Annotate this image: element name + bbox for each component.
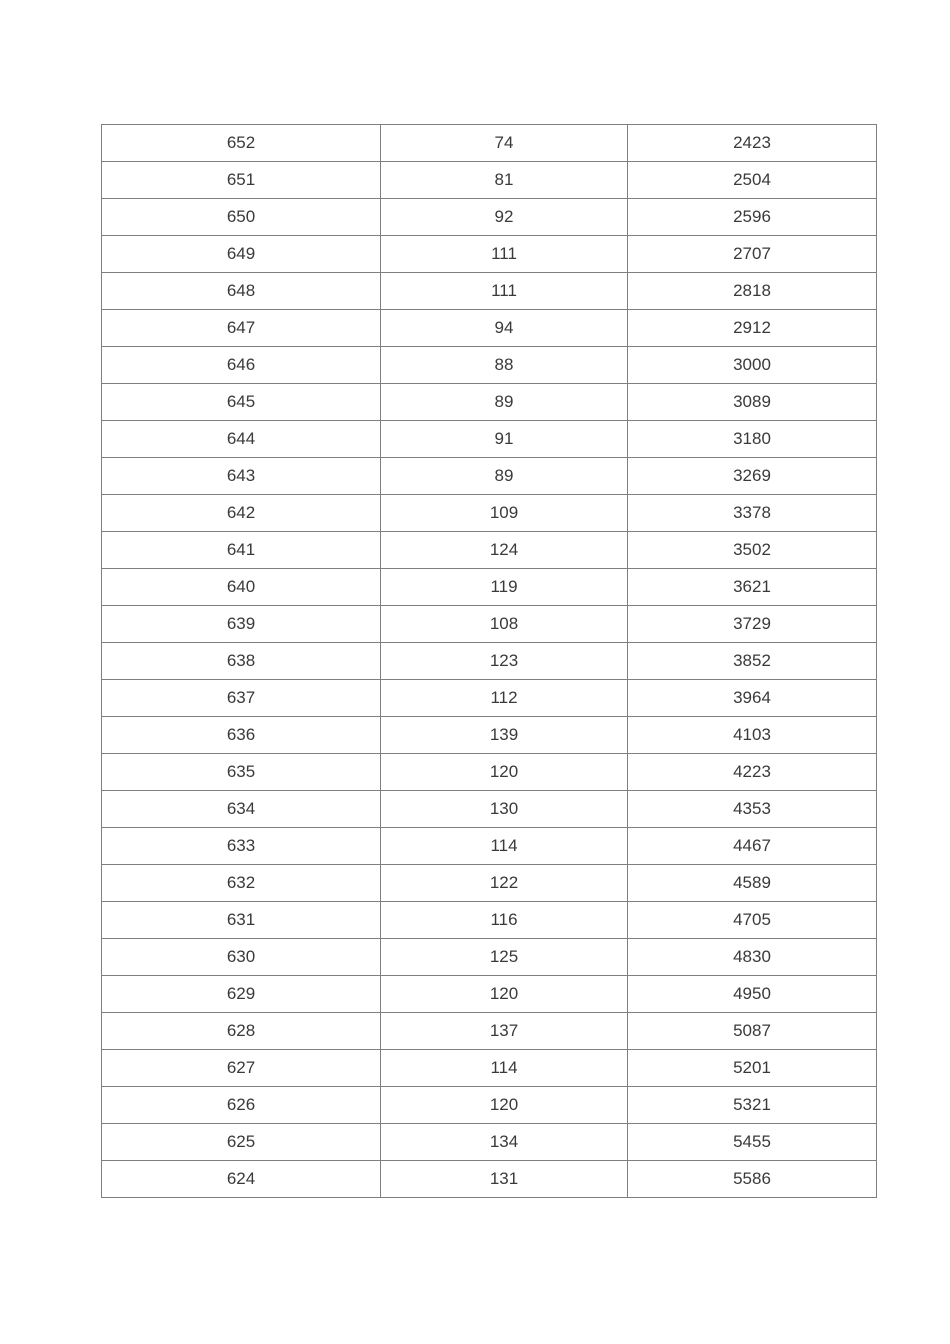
table-cell: 643 — [102, 458, 381, 495]
table-cell: 4223 — [628, 754, 877, 791]
table-cell: 88 — [381, 347, 628, 384]
table-row — [102, 1161, 877, 1198]
table-cell: 637 — [102, 680, 381, 717]
table-cell: 109 — [381, 495, 628, 532]
table-cell: 2504 — [628, 162, 877, 199]
table-cell: 3378 — [628, 495, 877, 532]
table-cell: 4705 — [628, 902, 877, 939]
table-cell: 120 — [381, 1087, 628, 1124]
table-cell: 3729 — [628, 606, 877, 643]
table-cell: 3621 — [628, 569, 877, 606]
table-cell: 639 — [102, 606, 381, 643]
table-cell: 3000 — [628, 347, 877, 384]
table-row — [102, 902, 877, 939]
table-row — [102, 643, 877, 680]
table-cell: 124 — [381, 532, 628, 569]
table-cell: 5201 — [628, 1050, 877, 1087]
table-row — [102, 273, 877, 310]
table-cell: 3852 — [628, 643, 877, 680]
table-row — [102, 236, 877, 273]
table-cell: 646 — [102, 347, 381, 384]
table-row — [102, 791, 877, 828]
table-cell: 3964 — [628, 680, 877, 717]
table-row — [102, 458, 877, 495]
table-row — [102, 384, 877, 421]
table-cell: 74 — [381, 125, 628, 162]
table-cell: 642 — [102, 495, 381, 532]
table-cell: 134 — [381, 1124, 628, 1161]
table-cell: 92 — [381, 199, 628, 236]
table-row — [102, 125, 877, 162]
table-cell: 2423 — [628, 125, 877, 162]
table-row — [102, 495, 877, 532]
table-cell: 125 — [381, 939, 628, 976]
table-row — [102, 1050, 877, 1087]
table-cell: 111 — [381, 273, 628, 310]
table-cell: 641 — [102, 532, 381, 569]
table-cell: 626 — [102, 1087, 381, 1124]
table-cell: 625 — [102, 1124, 381, 1161]
table-cell: 131 — [381, 1161, 628, 1198]
table-cell: 130 — [381, 791, 628, 828]
table-cell: 647 — [102, 310, 381, 347]
table-row — [102, 754, 877, 791]
table-cell: 119 — [381, 569, 628, 606]
table-cell: 5455 — [628, 1124, 877, 1161]
table-cell: 628 — [102, 1013, 381, 1050]
table-cell: 3180 — [628, 421, 877, 458]
table-cell: 629 — [102, 976, 381, 1013]
table-cell: 632 — [102, 865, 381, 902]
table-cell: 89 — [381, 458, 628, 495]
table-row — [102, 976, 877, 1013]
table-row — [102, 199, 877, 236]
table-row — [102, 865, 877, 902]
table-cell: 120 — [381, 754, 628, 791]
table-row — [102, 347, 877, 384]
table-cell: 81 — [381, 162, 628, 199]
table-cell: 649 — [102, 236, 381, 273]
table-row — [102, 569, 877, 606]
table-cell: 644 — [102, 421, 381, 458]
table-cell: 652 — [102, 125, 381, 162]
table-row — [102, 717, 877, 754]
table-cell: 635 — [102, 754, 381, 791]
table-cell: 94 — [381, 310, 628, 347]
table-cell: 120 — [381, 976, 628, 1013]
table-cell: 114 — [381, 1050, 628, 1087]
table-cell: 4589 — [628, 865, 877, 902]
table-cell: 123 — [381, 643, 628, 680]
table-row — [102, 606, 877, 643]
table-cell: 3269 — [628, 458, 877, 495]
table-cell: 631 — [102, 902, 381, 939]
table-cell: 3502 — [628, 532, 877, 569]
table-cell: 3089 — [628, 384, 877, 421]
table-cell: 2707 — [628, 236, 877, 273]
table-cell: 638 — [102, 643, 381, 680]
table-cell: 137 — [381, 1013, 628, 1050]
table-cell: 89 — [381, 384, 628, 421]
table-row — [102, 421, 877, 458]
table-cell: 630 — [102, 939, 381, 976]
table-cell: 640 — [102, 569, 381, 606]
table-row — [102, 532, 877, 569]
table-row — [102, 939, 877, 976]
table-row — [102, 162, 877, 199]
table-cell: 5586 — [628, 1161, 877, 1198]
table-cell: 648 — [102, 273, 381, 310]
table-cell: 5321 — [628, 1087, 877, 1124]
table-cell: 650 — [102, 199, 381, 236]
table-cell: 4353 — [628, 791, 877, 828]
table-cell: 4467 — [628, 828, 877, 865]
table-cell: 122 — [381, 865, 628, 902]
table-cell: 634 — [102, 791, 381, 828]
table-cell: 624 — [102, 1161, 381, 1198]
table-cell: 4830 — [628, 939, 877, 976]
table-row — [102, 1013, 877, 1050]
table-cell: 2912 — [628, 310, 877, 347]
table-cell: 111 — [381, 236, 628, 273]
table-cell: 91 — [381, 421, 628, 458]
table-cell: 633 — [102, 828, 381, 865]
table-cell: 112 — [381, 680, 628, 717]
table-cell: 114 — [381, 828, 628, 865]
table-cell: 636 — [102, 717, 381, 754]
table-row — [102, 1087, 877, 1124]
table-cell: 116 — [381, 902, 628, 939]
table-cell: 645 — [102, 384, 381, 421]
table-cell: 2596 — [628, 199, 877, 236]
table-cell: 4103 — [628, 717, 877, 754]
table-body — [102, 125, 877, 1198]
table-cell: 108 — [381, 606, 628, 643]
table-cell: 2818 — [628, 273, 877, 310]
table-cell: 5087 — [628, 1013, 877, 1050]
table-row — [102, 1124, 877, 1161]
table-row — [102, 828, 877, 865]
data-table — [101, 124, 877, 1198]
table-cell: 139 — [381, 717, 628, 754]
table-row — [102, 310, 877, 347]
table-cell: 4950 — [628, 976, 877, 1013]
table-row — [102, 680, 877, 717]
table-cell: 627 — [102, 1050, 381, 1087]
table-cell: 651 — [102, 162, 381, 199]
